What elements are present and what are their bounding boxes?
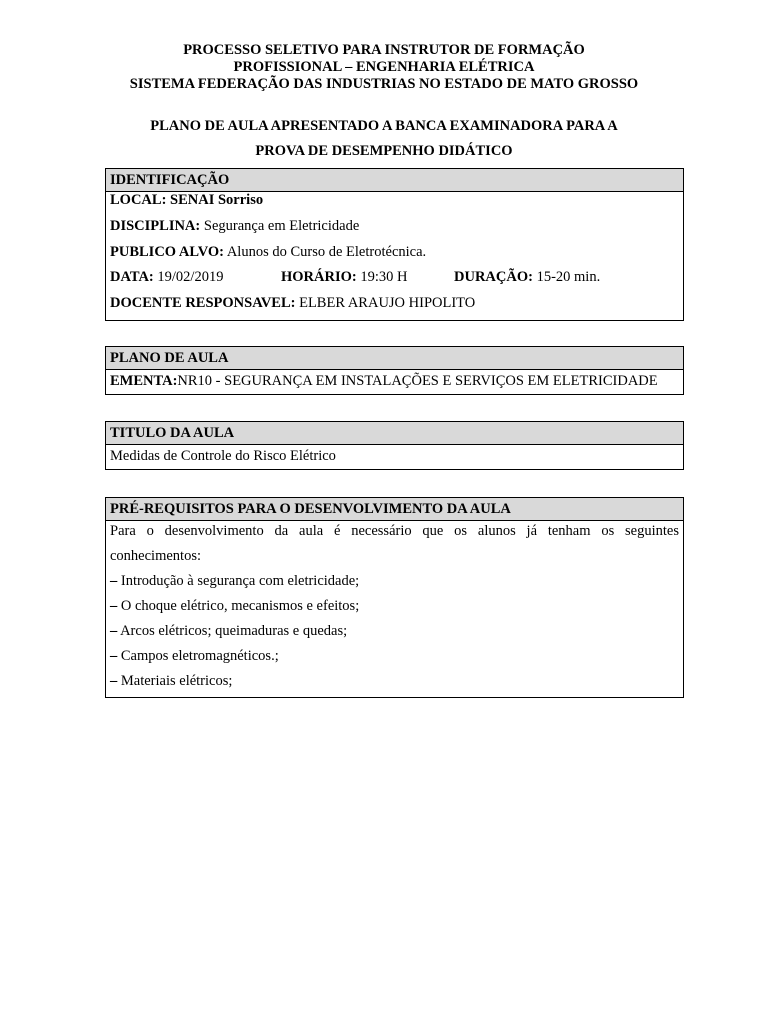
prereq-table [105, 497, 684, 698]
duracao-row [450, 269, 600, 286]
list-dash: – [110, 623, 118, 639]
identificacao-heading: IDENTIFICAÇÃO [106, 169, 683, 192]
ementa-row [106, 370, 683, 392]
prereq-intro-line-1: Para o desenvolvimento da aula é necessário que os alunos já tenham os seguintes [110, 523, 679, 539]
data-value: 19/02/2019 [157, 269, 224, 285]
identificacao-table [105, 168, 684, 321]
titulo-table [105, 421, 684, 470]
titulo-value: Medidas de Controle do Risco Elétrico [110, 448, 336, 464]
list-dash: – [110, 573, 118, 589]
disciplina-value: Segurança em Eletricidade [203, 218, 360, 234]
duracao-value: 15-20 min. [536, 269, 601, 285]
disciplina-label: DISCIPLINA: [110, 218, 201, 234]
publico-label: PUBLICO ALVO: [110, 244, 224, 260]
publico-value: Alunos do Curso de Eletrotécnica. [226, 244, 427, 260]
docente-label: DOCENTE RESPONSAVEL: [110, 295, 296, 311]
data-row [106, 269, 223, 286]
disciplina-row [106, 218, 359, 235]
prereq-body [106, 519, 683, 694]
list-item-text: Arcos elétricos; queimaduras e quedas; [120, 623, 348, 639]
header-line-3: SISTEMA FEDERAÇÃO DAS INDUSTRIAS NO ESTADO DE MATO GROSSO [129, 76, 639, 92]
plano-heading: PLANO DE AULA [106, 347, 683, 370]
local-value: SENAI Sorriso [170, 192, 264, 208]
local-label: LOCAL: [110, 192, 167, 208]
horario-label: HORÁRIO: [281, 269, 357, 285]
data-label: DATA: [110, 269, 154, 285]
document-header [0, 42, 768, 93]
ementa-value: NR10 - SEGURANÇA EM INSTALAÇÕES E SERVIÇOS EM ELETRICIDADE [177, 373, 658, 389]
prereq-heading: PRÉ-REQUISITOS PARA O DESENVOLVIMENTO DA AULA [106, 498, 683, 521]
horario-row [277, 269, 407, 286]
list-dash: – [110, 598, 118, 614]
horario-value: 19:30 H [360, 269, 408, 285]
docente-row [106, 295, 475, 312]
list-dash: – [110, 673, 118, 689]
list-item-text: Introdução à segurança com eletricidade; [120, 573, 360, 589]
local-row [106, 192, 263, 209]
header-line-1: PROCESSO SELETIVO PARA INSTRUTOR DE FORMAÇÃO [183, 42, 585, 58]
list-item-text: Campos eletromagnéticos.; [120, 648, 279, 664]
header-line-2: PROFISSIONAL – ENGENHARIA ELÉTRICA [233, 59, 535, 75]
docente-value: ELBER ARAUJO HIPOLITO [299, 295, 476, 311]
titulo-heading: TITULO DA AULA [106, 422, 683, 445]
plan-title-line-2: PROVA DE DESEMPENHO DIDÁTICO [255, 143, 513, 159]
ementa-label: EMENTA: [110, 373, 178, 389]
plano-table [105, 346, 684, 395]
list-item-text: O choque elétrico, mecanismos e efeitos; [120, 598, 360, 614]
plan-title-line-1: PLANO DE AULA APRESENTADO A BANCA EXAMINADORA PARA A [150, 118, 618, 134]
list-item [106, 644, 683, 669]
list-dash: – [110, 648, 118, 664]
list-item-text: Materiais elétricos; [120, 673, 233, 689]
duracao-label: DURAÇÃO: [454, 269, 533, 285]
list-item [106, 569, 683, 594]
list-item [106, 619, 683, 644]
prereq-intro-line-2: conhecimentos: [110, 548, 202, 564]
list-item [106, 594, 683, 619]
publico-row [106, 244, 426, 261]
list-item [106, 669, 683, 694]
